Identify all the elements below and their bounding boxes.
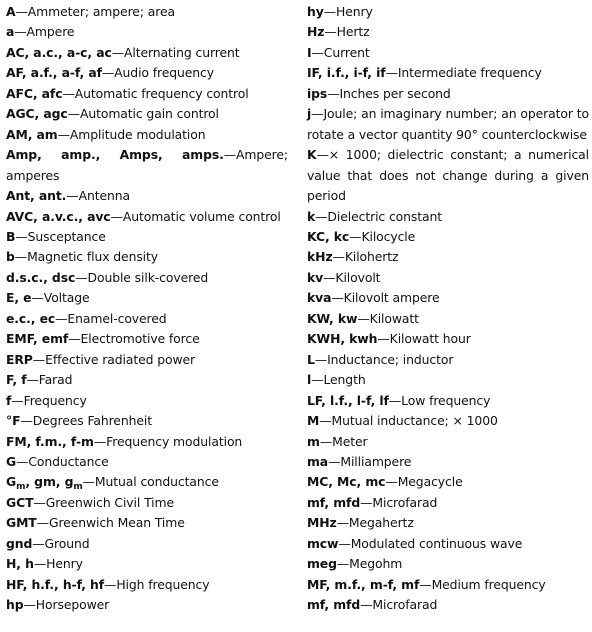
entry-definition: —Greenwich Civil Time	[33, 494, 174, 510]
glossary-entry	[6, 493, 288, 513]
entry-term: KWH, kwh	[307, 331, 378, 347]
entry-definition: —Medium frequency	[419, 576, 546, 592]
entry-definition: —Megohm	[336, 556, 403, 572]
entry-definition: —Automatic frequency control	[62, 85, 249, 101]
glossary-entry	[307, 370, 589, 390]
glossary-entry	[307, 513, 589, 533]
entry-term: AC, a.c., a-c, ac	[6, 44, 112, 60]
glossary-entry	[307, 268, 589, 288]
entry-term: A	[6, 4, 16, 19]
glossary-entry	[307, 329, 589, 349]
entry-definition: —Mutual conductance	[82, 474, 219, 490]
entry-term: MF, m.f., m-f, mf	[307, 576, 420, 592]
entry-definition: —Automatic volume control	[110, 208, 281, 224]
glossary-entry	[307, 595, 589, 615]
entry-term: k	[307, 208, 316, 224]
entry-definition: —Ground	[32, 535, 90, 551]
entry-definition: —Hertz	[324, 24, 370, 40]
entry-definition: —Susceptance	[15, 228, 106, 244]
entry-term: a	[6, 24, 15, 40]
entry-definition: —Henry	[33, 556, 83, 572]
glossary-entry	[307, 2, 589, 22]
entry-definition: —Low frequency	[388, 392, 491, 408]
entry-term: LF, l.f., l-f, lf	[307, 392, 389, 408]
glossary-entry	[6, 43, 288, 63]
glossary-entry	[6, 472, 288, 492]
entry-term: ma	[307, 453, 329, 469]
glossary-entry	[307, 493, 589, 513]
entry-term: I	[307, 44, 312, 60]
glossary-entry	[6, 2, 288, 22]
entry-definition: —Degrees Fahrenheit	[20, 413, 152, 429]
glossary-entry	[307, 288, 589, 308]
entry-term: mf, mfd	[307, 597, 361, 613]
entry-term: Ant, ant.	[6, 188, 67, 204]
glossary-entry	[307, 63, 589, 83]
entry-definition: —Kilowatt	[357, 310, 419, 326]
entry-term: FM, f.m., f-m	[6, 433, 94, 449]
entry-definition: —Effective radiated power	[32, 351, 196, 367]
entry-definition: —Ammeter; ampere; area	[15, 4, 175, 19]
entry-term: B	[6, 228, 16, 244]
entry-term: AGC, agc	[6, 106, 68, 122]
entry-definition: —Alternating current	[111, 44, 240, 60]
entry-term: meg	[307, 556, 337, 572]
entry-term: gnd	[6, 535, 33, 551]
entry-definition: —High frequency	[104, 576, 210, 592]
entry-definition: —Dielectric constant	[315, 208, 443, 224]
entry-term: kHz	[307, 249, 333, 265]
glossary-entry	[6, 391, 288, 411]
entry-term: F, f	[6, 372, 27, 388]
entry-definition: —Inductance; inductor	[314, 351, 454, 367]
entry-definition: —Kilovolt	[323, 269, 381, 285]
entry-definition: —Enamel-covered	[55, 310, 167, 326]
glossary-left-column	[6, 2, 288, 616]
glossary-entry	[6, 452, 288, 472]
glossary-entry	[307, 84, 589, 104]
entry-definition: —Inches per second	[327, 85, 451, 101]
entry-term: kva	[307, 290, 332, 306]
entry-definition: —Kilocycle	[349, 228, 416, 244]
entry-definition: —Modulated continuous wave	[338, 535, 523, 551]
entry-term: GMT	[6, 515, 37, 531]
entry-term: KW, kw	[307, 310, 358, 326]
glossary-entry	[6, 309, 288, 329]
entry-definition: —Microfarad	[360, 494, 438, 510]
entry-definition: —Current	[311, 44, 370, 60]
entry-definition: —Joule; an imaginary number; an operator to rotate a vector quantity 90° counterclockwise	[307, 106, 589, 142]
entry-definition: —Meter	[319, 433, 368, 449]
entry-term: e.c., ec	[6, 310, 56, 326]
entry-definition: —Greenwich Mean Time	[36, 515, 185, 531]
entry-definition: —Ampere; amperes	[6, 147, 288, 183]
entry-term: d.s.c., dsc	[6, 269, 76, 285]
glossary-entry	[307, 534, 589, 554]
glossary-entry	[6, 145, 288, 186]
entry-definition: —Voltage	[31, 290, 90, 306]
glossary-entry	[6, 186, 288, 206]
glossary-entry	[6, 534, 288, 554]
glossary-entry	[6, 554, 288, 574]
glossary-entry	[6, 432, 288, 452]
glossary-entry	[307, 452, 589, 472]
glossary-entry	[6, 227, 288, 247]
glossary-entry	[307, 432, 589, 452]
entry-definition: —Frequency modulation	[93, 433, 243, 449]
glossary-entry	[6, 268, 288, 288]
glossary-entry	[6, 22, 288, 42]
glossary-entry	[6, 411, 288, 431]
entry-definition: —Horsepower	[23, 597, 110, 613]
entry-term: mcw	[307, 535, 339, 551]
entry-definition: —Frequency	[11, 392, 87, 408]
glossary-entry	[6, 84, 288, 104]
glossary-entry	[307, 309, 589, 329]
entry-term: l	[307, 372, 312, 388]
entry-definition: —Magnetic flux density	[14, 249, 159, 265]
entry-term: G	[6, 453, 17, 469]
glossary-entry	[6, 350, 288, 370]
entry-term: L	[307, 351, 315, 367]
entry-term: j	[307, 106, 312, 122]
entry-definition: —× 1000; dielectric constant; a numerical value that does not change during a given period	[307, 147, 589, 204]
entry-definition: —Double silk-covered	[75, 269, 209, 285]
entry-definition: —Megahertz	[336, 515, 414, 531]
entry-term: mf, mfd	[307, 494, 361, 510]
glossary-entry	[6, 125, 288, 145]
entry-term: AM, am	[6, 126, 58, 142]
glossary-entry	[307, 207, 589, 227]
entry-definition: —Antenna	[66, 188, 130, 204]
entry-definition: —Conductance	[16, 453, 109, 469]
glossary-entry	[6, 513, 288, 533]
entry-definition: —Intermediate frequency	[385, 65, 542, 81]
entry-term: MHz	[307, 515, 337, 531]
entry-term: H, h	[6, 556, 34, 572]
glossary-entry	[307, 554, 589, 574]
entry-term-gm: $G_m$, gm, $g_m$	[6, 474, 83, 493]
entry-term: HF, h.f., h-f, hf	[6, 576, 105, 592]
entry-definition: —Length	[311, 372, 366, 388]
glossary-entry	[307, 575, 589, 595]
glossary-entry	[6, 288, 288, 308]
entry-term: AF, a.f., a-f, af	[6, 65, 102, 81]
entry-definition: —Amplitude modulation	[57, 126, 206, 142]
glossary-entry	[6, 104, 288, 124]
entry-definition: —Milliampere	[328, 453, 412, 469]
entry-term: AFC, afc	[6, 85, 63, 101]
entry-definition: —Megacycle	[385, 474, 463, 490]
entry-definition: —Ampere	[14, 24, 75, 40]
entry-definition: —Automatic gain control	[67, 106, 219, 122]
glossary-entry	[6, 329, 288, 349]
entry-definition: —Henry	[323, 4, 373, 19]
entry-term: ips	[307, 85, 328, 101]
glossary-right-column	[307, 2, 589, 616]
entry-term: EMF, emf	[6, 331, 69, 347]
glossary-entry	[6, 247, 288, 267]
entry-term: K	[307, 147, 317, 163]
glossary-entry	[307, 247, 589, 267]
entry-term: ERP	[6, 351, 33, 367]
entry-term: AVC, a.v.c., avc	[6, 208, 111, 224]
entry-definition: —Electromotive force	[68, 331, 200, 347]
entry-term: b	[6, 249, 15, 265]
glossary-entry	[307, 227, 589, 247]
glossary-entry	[6, 575, 288, 595]
glossary-entry	[6, 595, 288, 615]
glossary-entry	[307, 43, 589, 63]
entry-term: MC, Mc, mc	[307, 474, 386, 490]
entry-term: kv	[307, 269, 324, 285]
glossary-entry	[307, 22, 589, 42]
glossary-entry	[307, 391, 589, 411]
entry-term: hy	[307, 4, 324, 19]
glossary-entry	[6, 63, 288, 83]
entry-term: °F	[6, 413, 21, 429]
glossary-entry	[307, 350, 589, 370]
entry-term: f	[6, 392, 12, 408]
glossary-entry	[6, 370, 288, 390]
entry-definition: —Kilowatt hour	[377, 331, 471, 347]
glossary-entry	[307, 104, 589, 145]
entry-term: M	[307, 413, 320, 429]
glossary-entry	[307, 145, 589, 206]
entry-term: Hz	[307, 24, 325, 40]
entry-definition: —Kilohertz	[332, 249, 399, 265]
entry-term: GCT	[6, 494, 34, 510]
glossary-entry	[307, 411, 589, 431]
entry-definition: —Audio frequency	[101, 65, 214, 81]
entry-definition: —Farad	[26, 372, 73, 388]
entry-term: hp	[6, 597, 24, 613]
entry-definition: —Microfarad	[360, 597, 438, 613]
entry-term: Amp, amp., Amps, amps.	[6, 147, 224, 163]
entry-term: KC, kc	[307, 228, 350, 244]
entry-definition: —Mutual inductance; × 1000	[319, 413, 498, 429]
entry-term: E, e	[6, 290, 32, 306]
glossary-entry	[6, 207, 288, 227]
glossary-entry	[307, 472, 589, 492]
entry-term: IF, i.f., i-f, if	[307, 65, 386, 81]
entry-term: m	[307, 433, 320, 449]
entry-definition: —Kilovolt ampere	[331, 290, 440, 306]
